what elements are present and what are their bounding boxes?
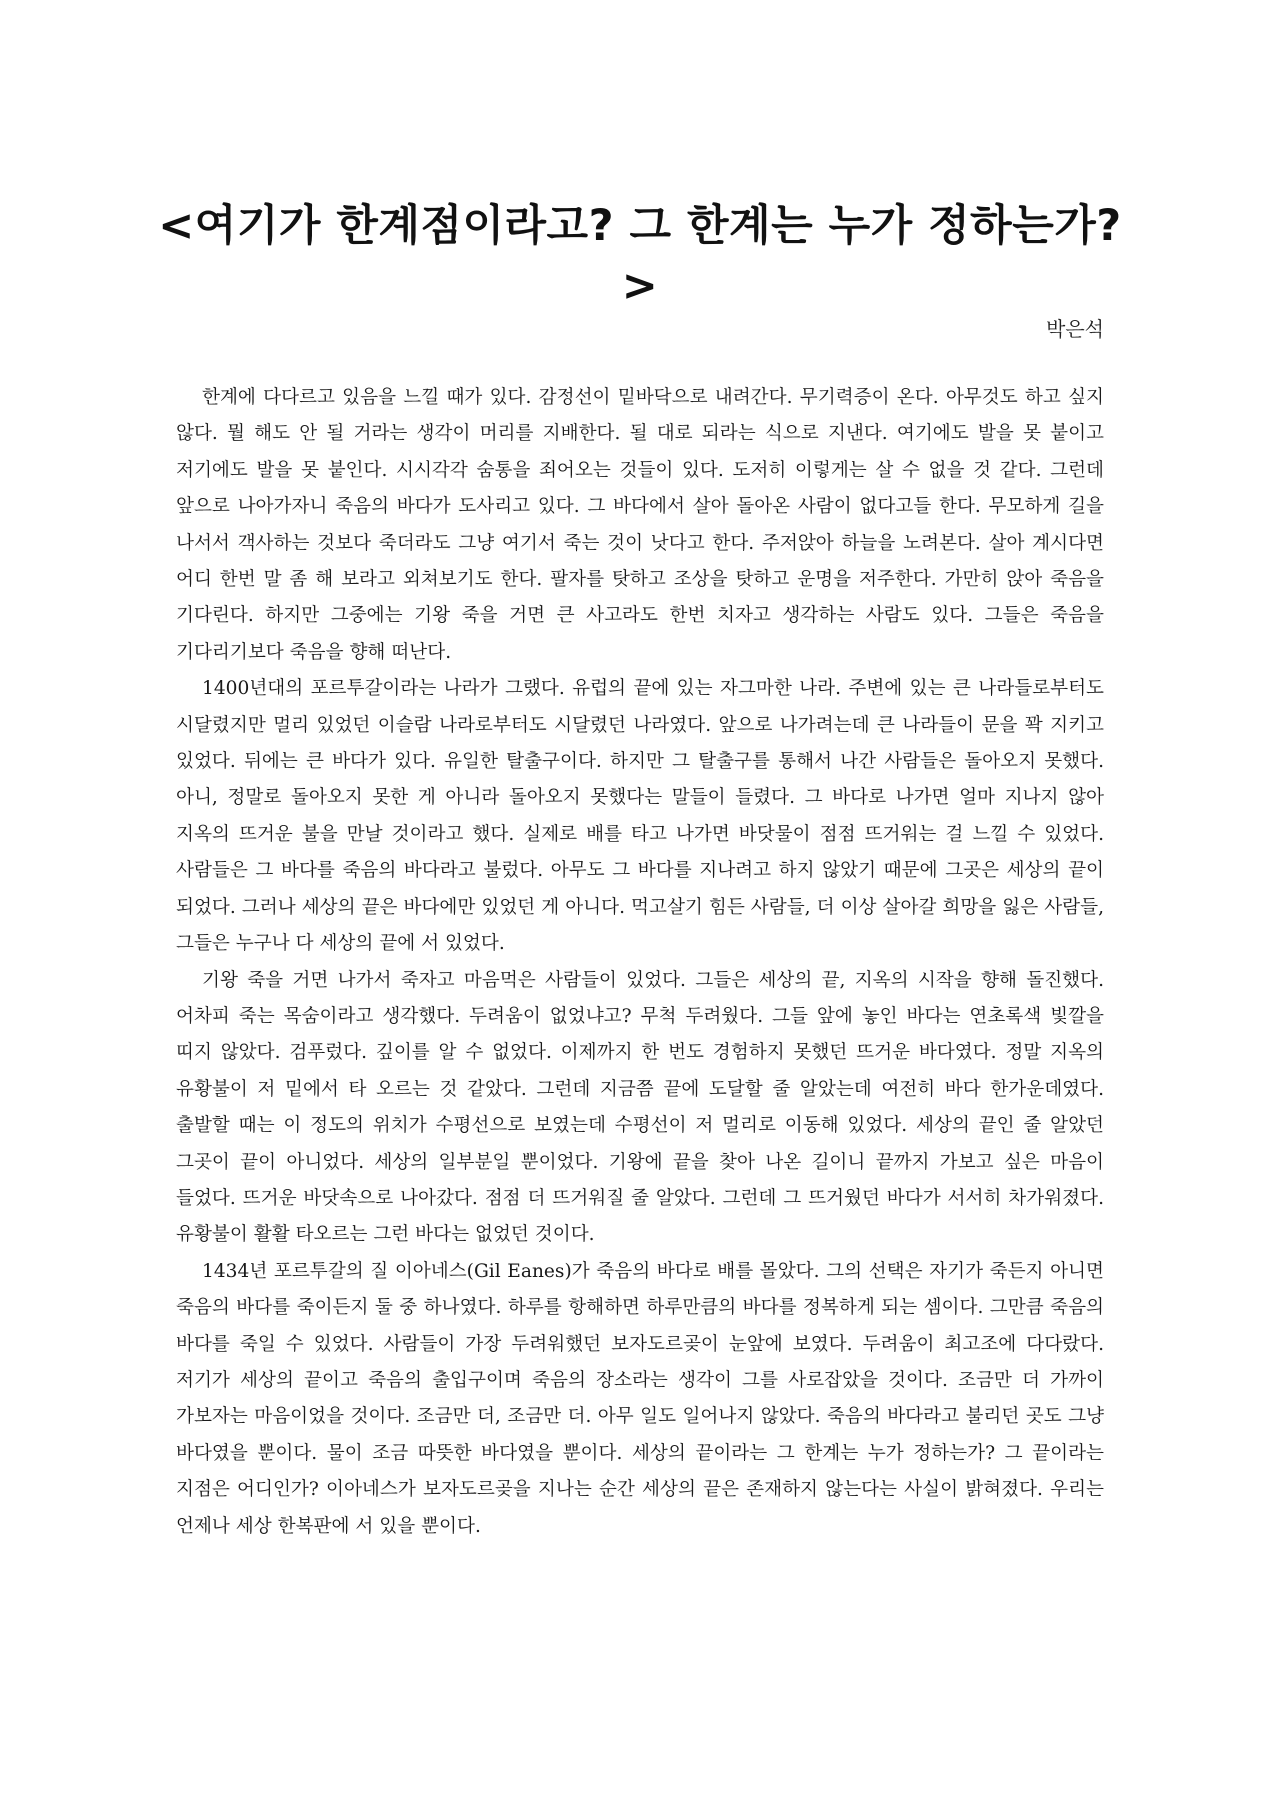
document-body <box>176 380 1104 1545</box>
document-title: <여기가 한계점이라고? 그 한계는 누가 정하는가?> <box>158 201 1122 311</box>
body-paragraph-2: 1400년대의 포르투갈이라는 나라가 그랬다. 유럽의 끝에 있는 자그마한 나라. 주변에 있는 큰 나라들로부터도 시달렸지만 멀리 있었던 이슬람 나라로부터도 시달렸던 나라였다. 앞으로 나가려는데 큰 나라들이 문을 꽉 지키고 있었다. 뒤에는 큰 바다가 있다. 유일한 탈출구이다. 하지만 그 탈출구를 통해서 나간 사람들은 돌아오지 못했다. 아니, 정말로 돌아오지 못한 게 아니라 돌아오지 못했다는 말들이 들렸다. 그 바다로 나가면 얼마 지나지 않아 지옥의 뜨거운 불을 만날 것이라고 했다. 실제로 배를 타고 나가면 바닷물이 점점 뜨거워는 걸 느낄 수 있었다. 사람들은 그 바다를 죽음의 바다라고 불렀다. 아무도 그 바다를 지나려고 하지 않았기 때문에 그곳은 세상의 끝이 되었다. 그러나 세상의 끝은 바다에만 있었던 게 아니다. 먹고살기 힘든 사람들, 더 이상 살아갈 희망을 잃은 사람들, 그들은 누구나 다 세상의 끝에 서 있었다. <box>176 678 1104 955</box>
body-paragraph-4: 1434년 포르투갈의 질 이아네스(Gil Eanes)가 죽음의 바다로 배를 몰았다. 그의 선택은 자기가 죽든지 아니면 죽음의 바다를 죽이든지 둘 중 하나였다. 하루를 항해하면 하루만큼의 바다를 정복하게 되는 셈이다. 그만큼 죽음의 바다를 죽일 수 있었다. 사람들이 가장 두려워했던 보자도르곶이 눈앞에 보였다. 두려움이 최고조에 다다랐다. 저기가 세상의 끝이고 죽음의 출입구이며 죽음의 장소라는 생각이 그를 사로잡았을 것이다. 조금만 더 가까이 가보자는 마음이었을 것이다. 조금만 더, 조금만 더. 아무 일도 일어나지 않았다. 죽음의 바다라고 불리던 곳도 그냥 바다였을 뿐이다. 물이 조금 따뜻한 바다였을 뿐이다. 세상의 끝이라는 그 한계는 누가 정하는가? 그 끝이라는 지점은 어디인가? 이아네스가 보자도르곶을 지나는 순간 세상의 끝은 존재하지 않는다는 사실이 밝혀졌다. 우리는 언제나 세상 한복판에 서 있을 뿐이다. <box>176 1260 1104 1537</box>
body-paragraph-3: 기왕 죽을 거면 나가서 죽자고 마음먹은 사람들이 있었다. 그들은 세상의 끝, 지옥의 시작을 향해 돌진했다. 어차피 죽는 목숨이라고 생각했다. 두려움이 없었냐고? 무척 두려웠다. 그들 앞에 놓인 바다는 연초록색 빛깔을 띠지 않았다. 검푸렀다. 깊이를 알 수 없었다. 이제까지 한 번도 경험하지 못했던 뜨거운 바다였다. 정말 지옥의 유황불이 저 밑에서 타 오르는 것 같았다. 그런데 지금쯤 끝에 도달할 줄 알았는데 여전히 바다 한가운데였다. 출발할 때는 이 정도의 위치가 수평선으로 보였는데 수평선이 저 멀리로 이동해 있었다. 세상의 끝인 줄 알았던 그곳이 끝이 아니었다. 세상의 일부분일 뿐이었다. 기왕에 끝을 찾아 나온 길이니 끝까지 가보고 싶은 마음이 들었다. 뜨거운 바닷속으로 나아갔다. 점점 더 뜨거워질 줄 알았다. 그런데 그 뜨거웠던 바다가 서서히 차가워졌다. 유황불이 활활 타오르는 그런 바다는 없었던 것이다. <box>176 969 1104 1246</box>
body-paragraph-1: 한계에 다다르고 있음을 느낄 때가 있다. 감정선이 밑바닥으로 내려간다. 무기력증이 온다. 아무것도 하고 싶지 않다. 뭘 해도 안 될 거라는 생각이 머리를 지배한다. 될 대로 되라는 식으로 지낸다. 여기에도 발을 못 붙이고 저기에도 발을 못 붙인다. 시시각각 숨통을 죄어오는 것들이 있다. 도저히 이렇게는 살 수 없을 것 같다. 그런데 앞으로 나아가자니 죽음의 바다가 도사리고 있다. 그 바다에서 살아 돌아온 사람이 없다고들 한다. 무모하게 길을 나서서 객사하는 것보다 죽더라도 그냥 여기서 죽는 것이 낫다고 한다. 주저앉아 하늘을 노려본다. 살아 계시다면 어디 한번 말 좀 해 보라고 외쳐보기도 한다. 팔자를 탓하고 조상을 탓하고 운명을 저주한다. 가만히 앉아 죽음을 기다린다. 하지만 그중에는 기왕 죽을 거면 큰 사고라도 한번 치자고 생각하는 사람도 있다. 그들은 죽음을 기다리기보다 죽음을 향해 떠난다. <box>176 387 1104 663</box>
author-name: 박은석 <box>1046 317 1104 341</box>
